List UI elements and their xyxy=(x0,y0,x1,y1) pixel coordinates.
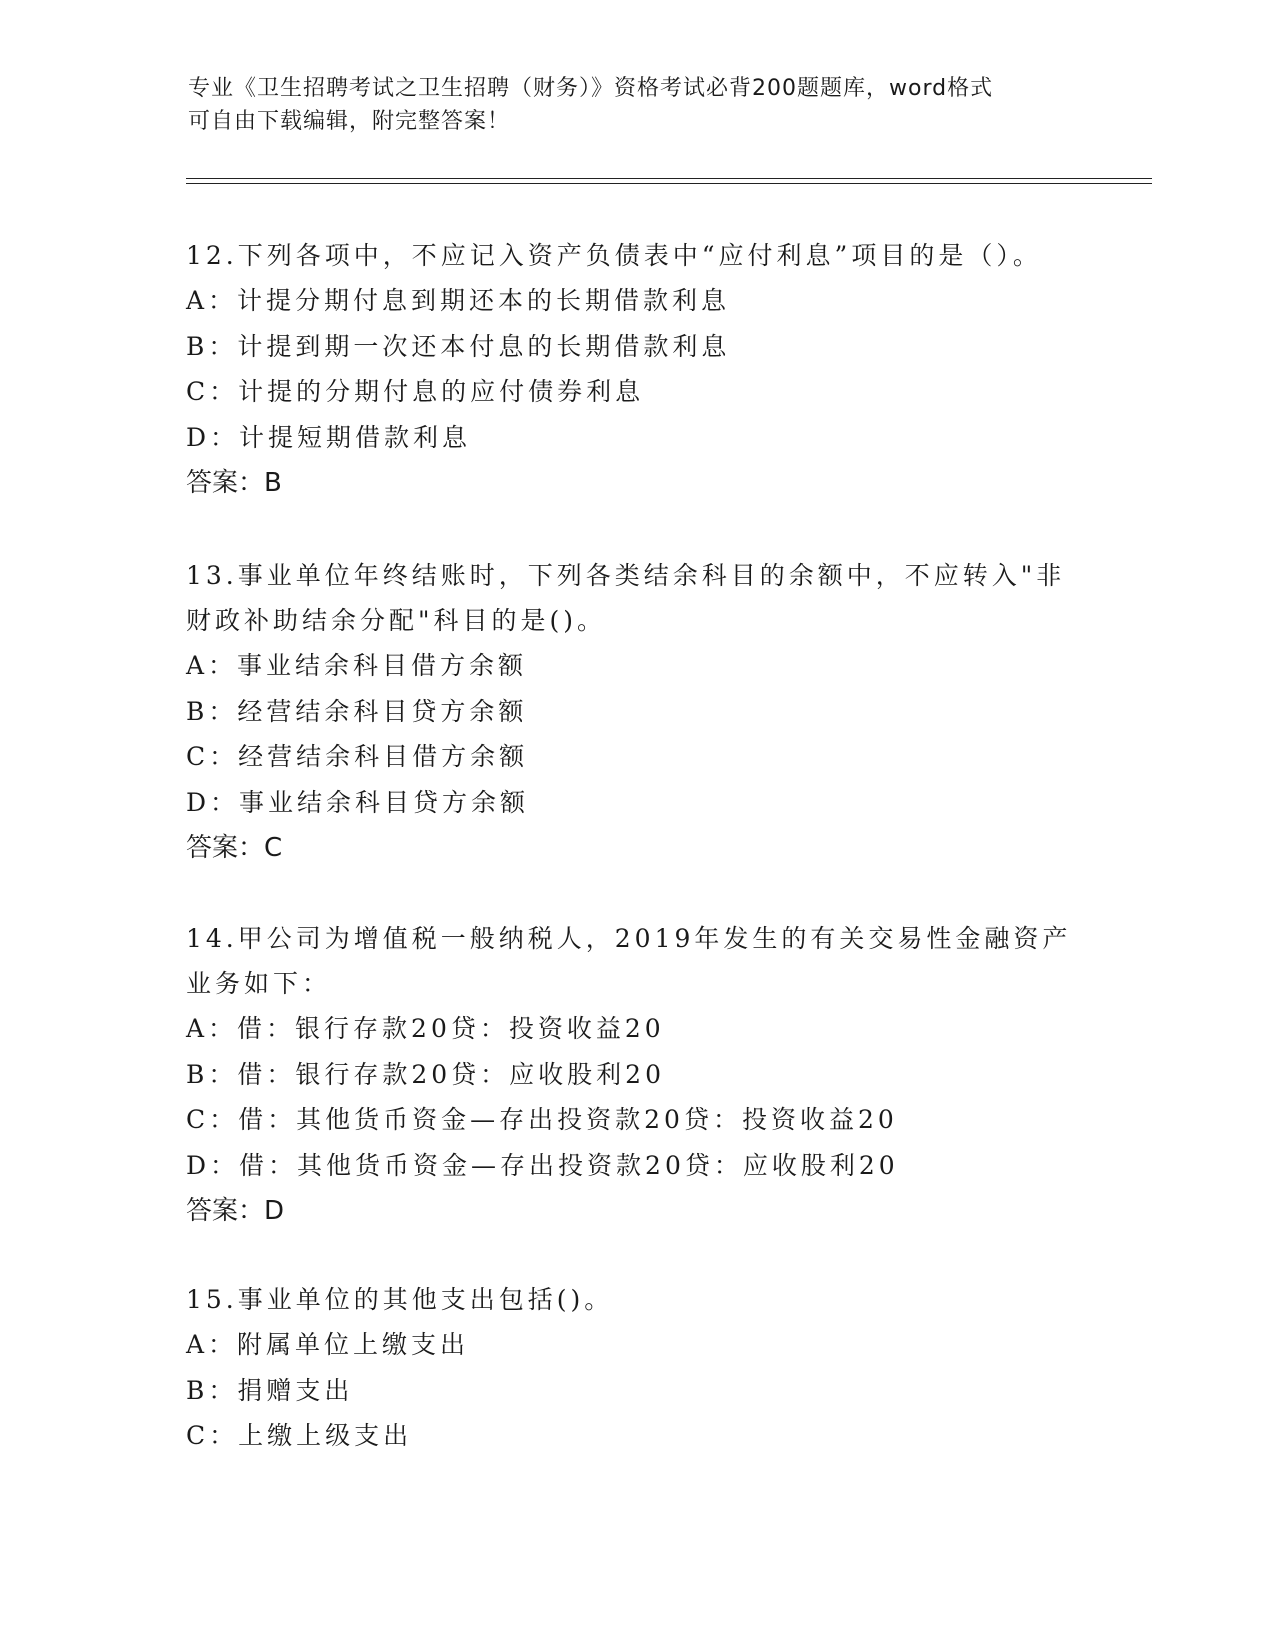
document-header xyxy=(188,72,1088,138)
option-a: A：借：银行存款20贷：投资收益20 xyxy=(186,1014,665,1043)
question-stem: 13.事业单位年终结账时，下列各类结余科目的余额中，不应转入"非财政补助结余分配"科目的是()。 xyxy=(186,561,1066,635)
question-15 xyxy=(186,1277,1086,1459)
option-a: A：事业结余科目借方余额 xyxy=(186,651,528,680)
option-d: D：借：其他货币资金—存出投资款20贷：应收股利20 xyxy=(186,1150,899,1180)
option-c: C：借：其他货币资金—存出投资款20贷：投资收益20 xyxy=(186,1105,898,1134)
question-14 xyxy=(186,916,1086,1234)
option-a: A：计提分期付息到期还本的长期借款利息 xyxy=(186,286,731,315)
header-divider-top xyxy=(186,178,1152,179)
question-13 xyxy=(186,553,1086,871)
answer-line: 答案：B xyxy=(186,468,282,498)
option-c: C：经营结余科目借方余额 xyxy=(186,742,529,771)
header-line-1: 专业《卫生招聘考试之卫生招聘（财务）》资格考试必背200题题库，word格式 xyxy=(188,76,994,101)
question-stem: 14.甲公司为增值税一般纳税人，2019年发生的有关交易性金融资产业务如下： xyxy=(186,924,1072,998)
option-d: D：事业结余科目贷方余额 xyxy=(186,787,530,817)
answer-line: 答案：D xyxy=(186,1196,285,1226)
option-c: C：上缴上级支出 xyxy=(186,1421,413,1450)
option-d: D：计提短期借款利息 xyxy=(186,422,472,452)
option-b: B：捐赠支出 xyxy=(186,1375,354,1405)
header-divider-bottom xyxy=(186,183,1152,184)
question-12 xyxy=(186,233,1086,506)
question-stem: 12.下列各项中，不应记入资产负债表中“应付利息”项目的是（）。 xyxy=(186,241,1042,270)
option-a: A：附属单位上缴支出 xyxy=(186,1330,470,1359)
option-b: B：经营结余科目贷方余额 xyxy=(186,696,528,726)
option-b: B：借：银行存款20贷：应收股利20 xyxy=(186,1059,665,1089)
option-c: C：计提的分期付息的应付债券利息 xyxy=(186,377,645,406)
header-line-2: 可自由下载编辑，附完整答案！ xyxy=(188,109,511,134)
answer-line: 答案：C xyxy=(186,833,283,863)
option-b: B：计提到期一次还本付息的长期借款利息 xyxy=(186,331,731,361)
question-stem: 15.事业单位的其他支出包括()。 xyxy=(186,1285,614,1314)
